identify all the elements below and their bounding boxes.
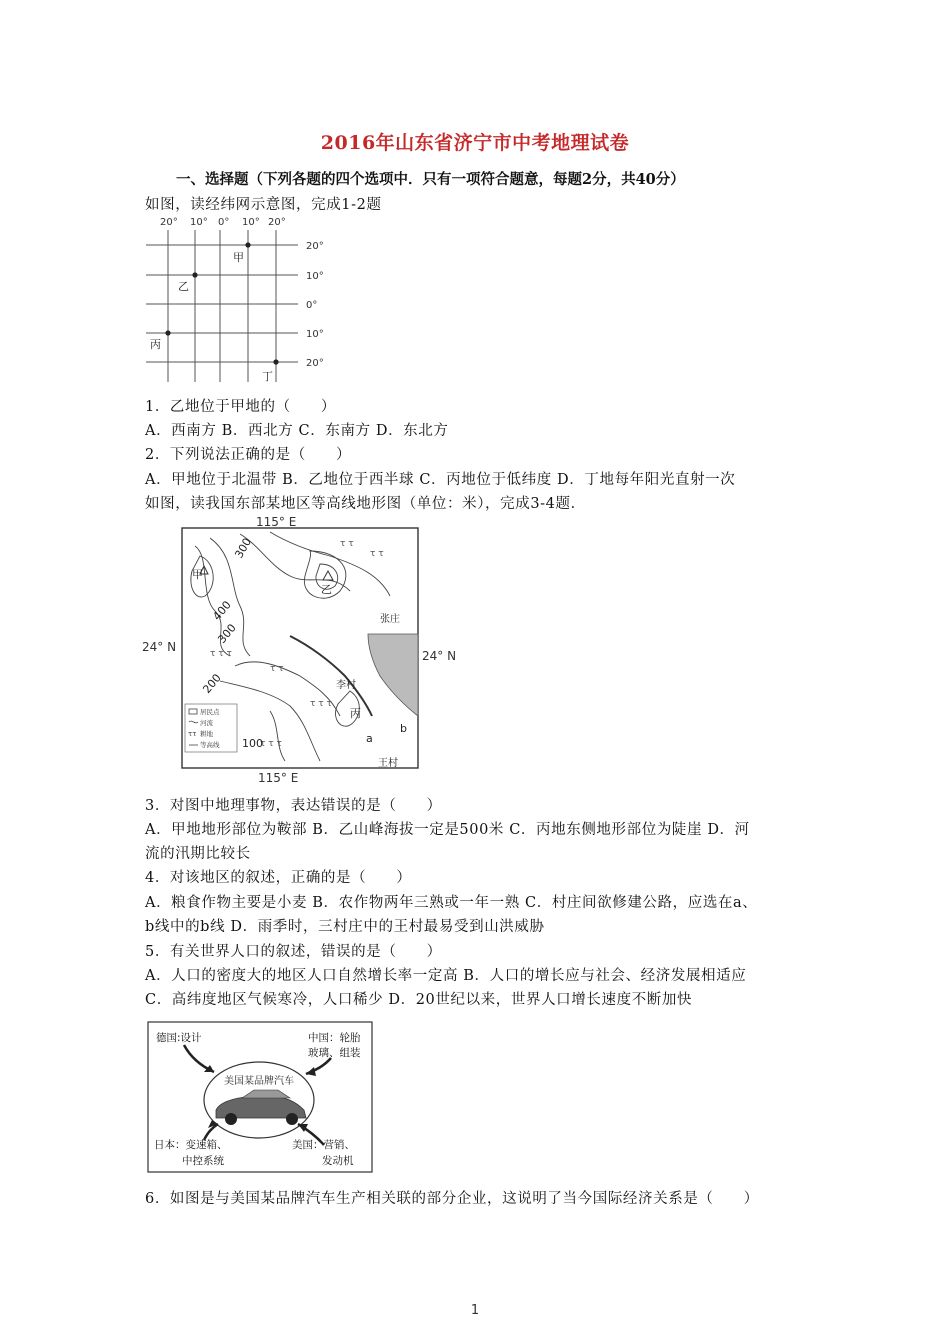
germany-label: 德国:设计 (156, 1032, 202, 1044)
point-bing: 丙 (150, 338, 161, 351)
legend-settlement: 居民点 (200, 708, 220, 716)
japan-label-2: 中控系统 (182, 1155, 224, 1167)
q5-options-line2: C．高纬度地区气候寒冷，人口稀少 D．20世纪以来，世界人口增长速度不断加快 (145, 992, 693, 1008)
legend-contour: 等高线 (200, 741, 220, 749)
lat-left-label: 24° N (142, 640, 177, 654)
intro-1: 如图，读经纬网示意图，完成1-2题 (145, 197, 382, 213)
q6-stem: 6．如图是与美国某品牌汽车生产相关联的部分企业，这说明了当今国际经济关系是（ ） (145, 1191, 759, 1207)
japan-label-1: 日本：变速箱、 (154, 1139, 228, 1151)
usa-label-1: 美国：营销、 (292, 1139, 355, 1151)
point-ding: 丁 (262, 370, 273, 383)
legend-river: 河流 (200, 719, 213, 727)
q3-options-line1: A．甲地地形部位为鞍部 B．乙山峰海拔一定是500米 C．丙地东侧地形部位为陡崖 D．河 (145, 822, 750, 838)
lat-label: 10° (306, 271, 324, 282)
point-jia: 甲 (233, 251, 244, 264)
lon-bottom-label: 115° E (258, 771, 299, 785)
lat-label: 0° (306, 300, 318, 311)
contour-map-figure (140, 516, 480, 788)
svg-text:τ τ: τ τ (340, 539, 354, 549)
svg-text:τ τ τ: τ τ τ (310, 699, 332, 709)
lon-label: 10° (242, 217, 260, 228)
contour-100: 100 (242, 737, 263, 750)
lat-label: 20° (306, 241, 324, 252)
q1-options: A．西南方 B．西北方 C．东南方 D．东北方 (145, 423, 449, 439)
lon-label: 10° (190, 217, 208, 228)
q2-stem: 2．下列说法正确的是（ ） (145, 447, 352, 463)
lon-label: 20° (160, 217, 178, 228)
china-label-1: 中国：轮胎 (308, 1032, 361, 1044)
lat-right-label: 24° N (422, 649, 457, 663)
page-number: 1 (470, 1303, 480, 1318)
svg-text:τ τ τ: τ τ τ (260, 739, 282, 749)
q4-options-line2: b线中的b线 D．雨季时，三村庄中的王村最易受到山洪威胁 (145, 919, 545, 935)
q4-stem: 4．对该地区的叙述，正确的是（ ） (145, 870, 412, 886)
graticule-figure (140, 212, 340, 390)
place-wangcun: 王村 (378, 758, 398, 769)
point-yi: 乙 (178, 280, 189, 293)
svg-text:τ τ: τ τ (370, 549, 384, 559)
contour-200: 200 (200, 671, 224, 696)
usa-label-2: 发动机 (322, 1155, 354, 1167)
q4-options-line1: A．粮食作物主要是小麦 B．农作物两年三熟或一年一熟 C．村庄间欲修建公路，应选在a、 (145, 895, 758, 911)
page-title: 2016年山东省济宁市中考地理试卷 (320, 132, 630, 154)
section-heading: 一、选择题（下列各题的四个选项中．只有一项符合题意，每题2分，共40分） (176, 171, 685, 188)
road-a: a (366, 732, 373, 745)
lon-label: 0° (218, 217, 230, 228)
place-zhangzhuang: 张庄 (380, 614, 400, 625)
place-licun: 李村 (336, 680, 356, 691)
q5-stem: 5．有关世界人口的叙述，错误的是（ ） (145, 944, 442, 960)
road-b: b (400, 722, 407, 735)
q3-options-line2: 流的汛期比较长 (145, 846, 251, 862)
center-label: 美国某品牌汽车 (224, 1076, 294, 1087)
place-jia: 甲 (192, 568, 203, 581)
intro-2: 如图，读我国东部某地区等高线地形图（单位：米），完成3-4题． (145, 496, 586, 512)
q5-options-line1: A．人口的密度大的地区人口自然增长率一定高 B．人口的增长应与社会、经济发展相适应 (145, 968, 747, 984)
place-bing: 丙 (350, 707, 361, 720)
contour-300b: 300 (215, 621, 239, 646)
lat-label: 10° (306, 329, 324, 340)
svg-text:τ τ: τ τ (270, 664, 284, 674)
svg-text:τ τ τ: τ τ τ (210, 649, 232, 659)
car-supply-chain-figure (146, 1020, 376, 1176)
lon-top-label: 115° E (256, 516, 297, 529)
q3-stem: 3．对图中地理事物，表达错误的是（ ） (145, 798, 442, 814)
place-yi: 乙 (321, 583, 332, 596)
q2-options: A．甲地位于北温带 B．乙地位于西半球 C．丙地位于低纬度 D．丁地每年阳光直射一次 (145, 472, 736, 488)
contour-400: 400 (210, 598, 234, 623)
lon-label: 20° (268, 217, 286, 228)
svg-text:ττ: ττ (188, 730, 197, 738)
q1-stem: 1．乙地位于甲地的（ ） (145, 399, 337, 415)
lat-label: 20° (306, 358, 324, 369)
legend-farmland: 耕地 (200, 730, 213, 738)
china-label-2: 玻璃、组装 (308, 1047, 361, 1059)
contour-300a: 300 (232, 535, 255, 561)
